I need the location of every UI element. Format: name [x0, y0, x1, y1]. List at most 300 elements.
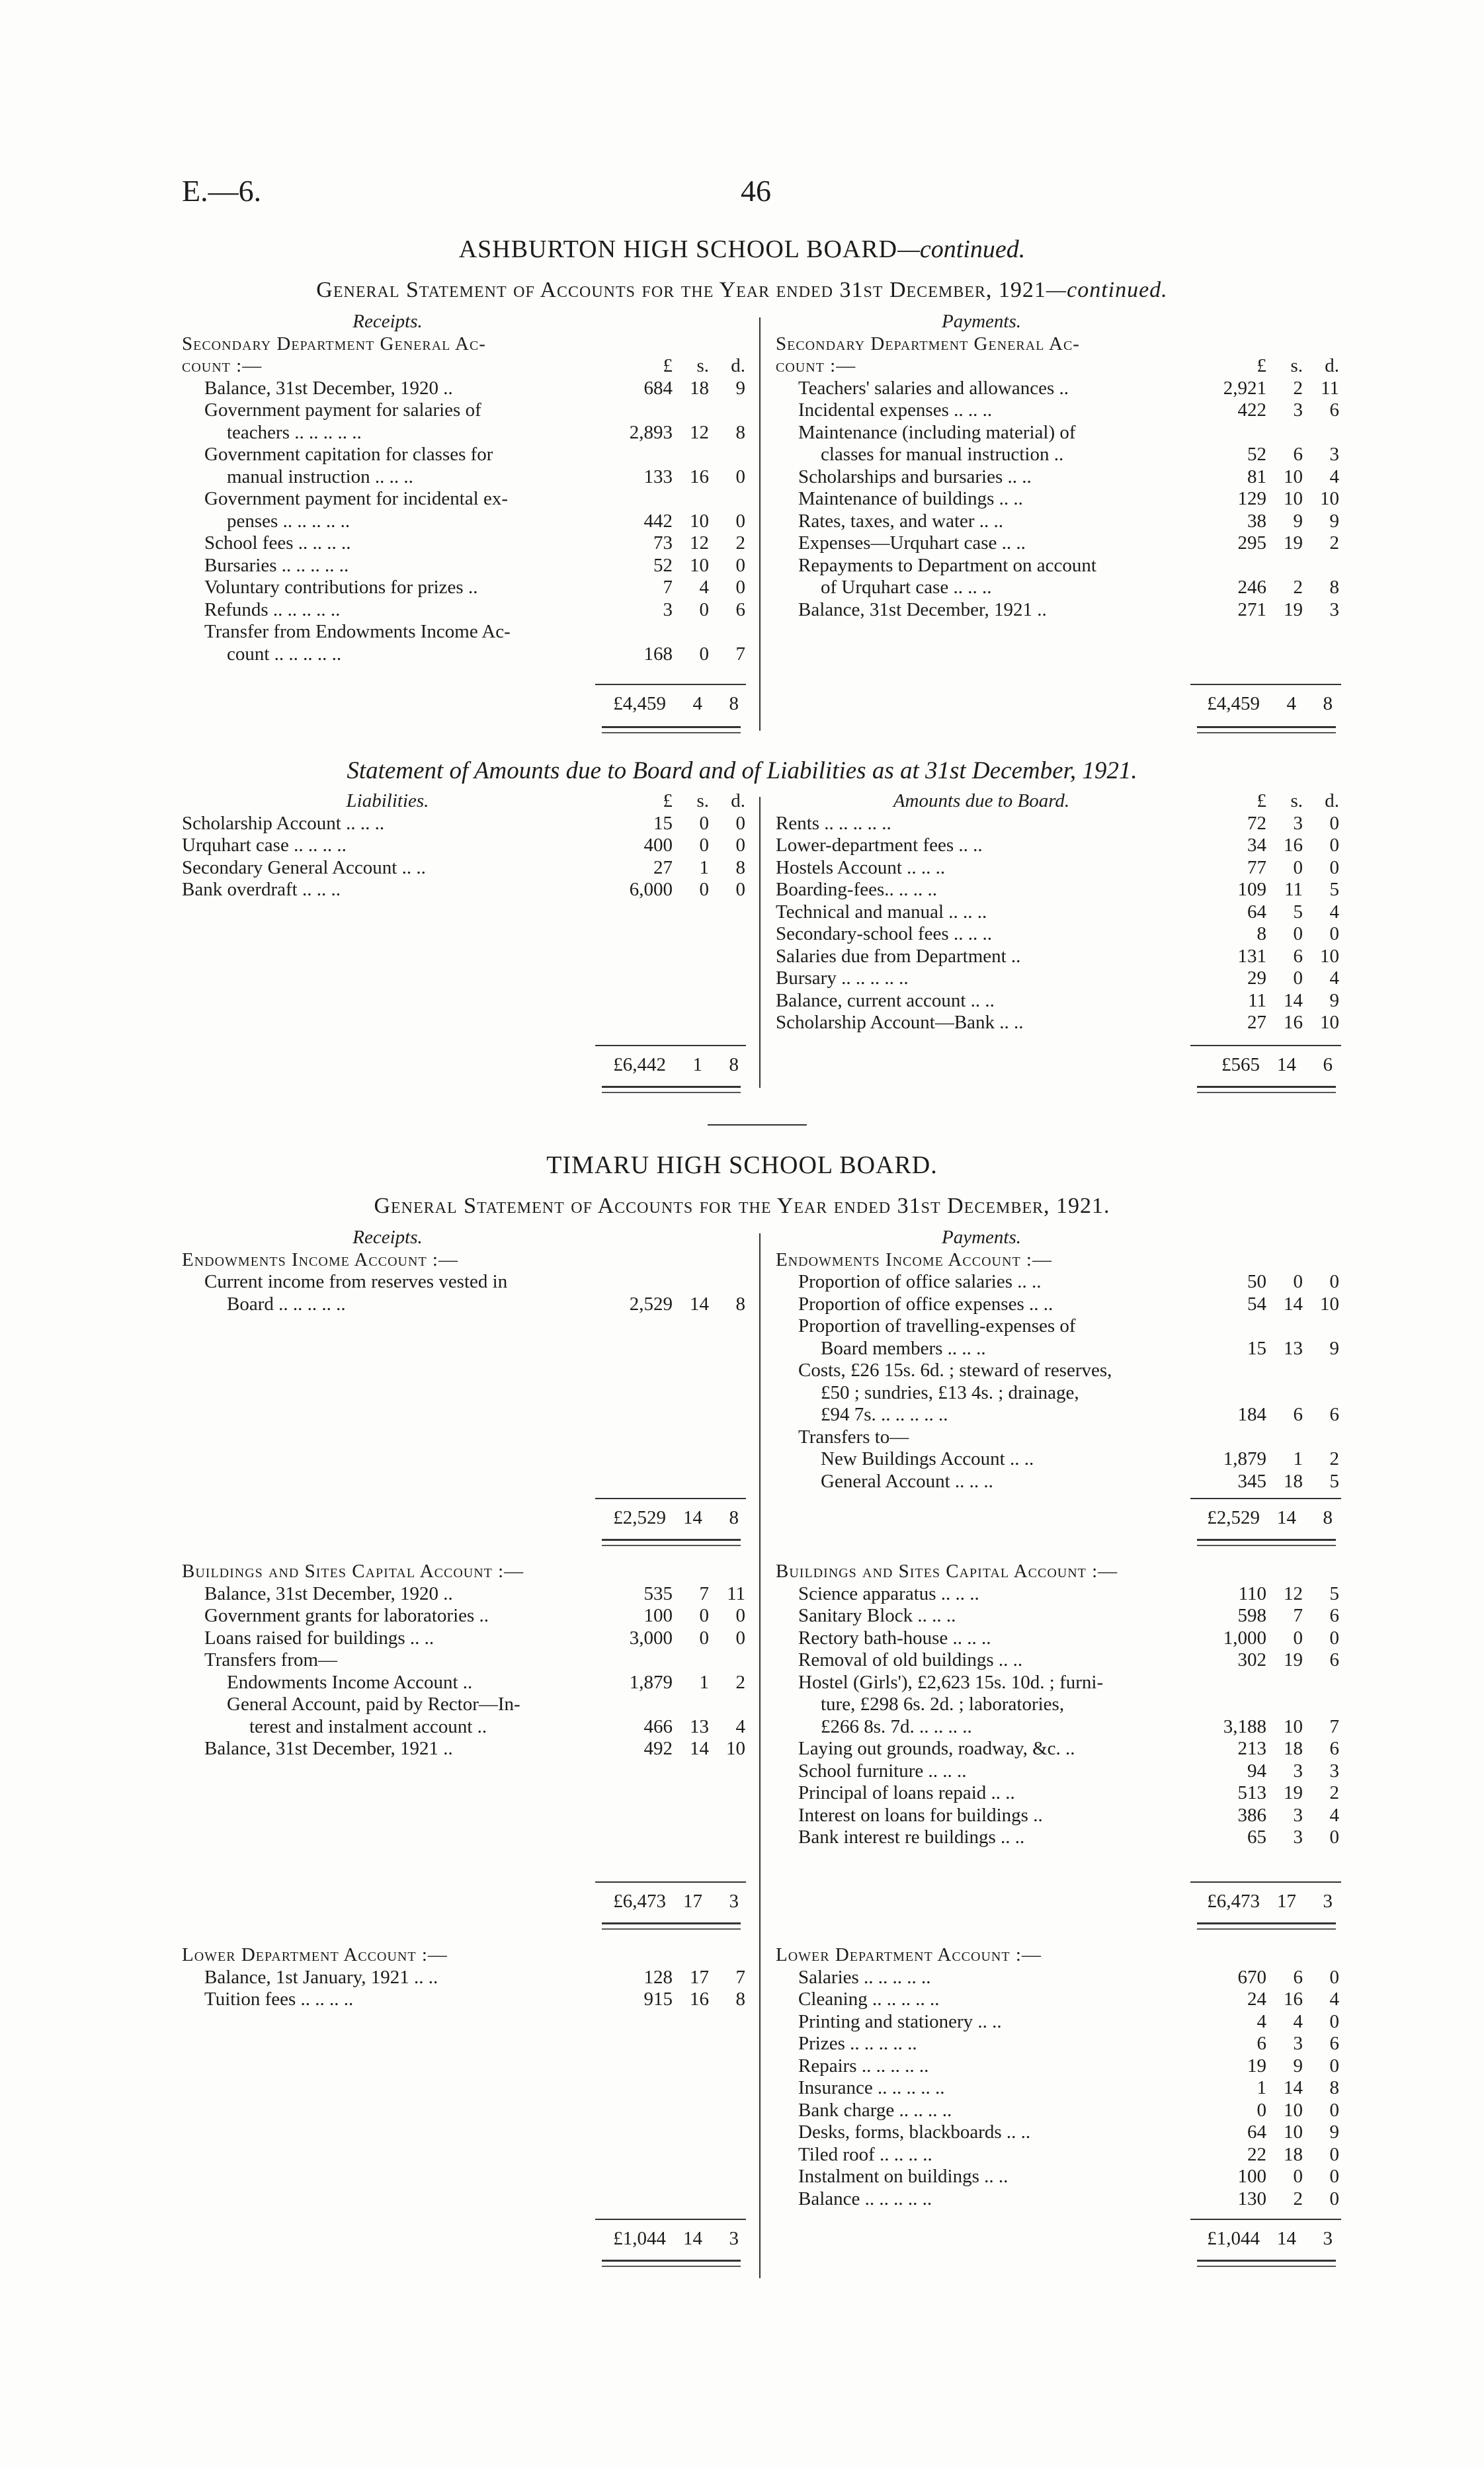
amount-d: 9 — [735, 377, 745, 399]
amount-d: 0 — [1329, 1966, 1339, 1988]
amount-s: 7 — [1293, 1605, 1303, 1626]
ledger-row — [776, 1338, 1339, 1360]
ledger-row — [776, 1294, 1339, 1316]
payments-heading: Payments. — [942, 311, 1021, 332]
amount-d: 6 — [735, 598, 745, 620]
ledger-item-label: School fees .. .. .. .. — [204, 532, 351, 554]
amount-p: 133 — [643, 466, 673, 487]
ledger-item-label: of Urquhart case .. .. .. — [821, 577, 992, 598]
amount-s: 6 — [1293, 945, 1303, 967]
amount-p: 684 — [643, 377, 673, 399]
ledger-row — [776, 1271, 1339, 1294]
amount-d: 8 — [1329, 2077, 1339, 2098]
total-double-rule — [1197, 2260, 1336, 2267]
amount-d: 2 — [735, 532, 745, 554]
amount-p: 100 — [643, 1605, 673, 1626]
ledger-row — [776, 422, 1339, 444]
amount-p: 130 — [1237, 2188, 1266, 2209]
amount-s: 3 — [1293, 1827, 1303, 1848]
amount-s: 10 — [1284, 2121, 1303, 2143]
amount-p: 2,529 — [629, 1293, 673, 1315]
lower-payments-total: £1,044 14 3 — [1207, 2228, 1333, 2249]
amount-p: 7 — [663, 577, 673, 598]
amount-p: 915 — [643, 1989, 673, 2010]
amount-d: 0 — [1329, 2188, 1339, 2209]
amount-s: 0 — [699, 1605, 709, 1626]
ledger-amount — [1187, 355, 1339, 378]
amount-d: 8 — [735, 1293, 745, 1315]
amount-d: 0 — [1329, 835, 1339, 856]
amount-p: 3 — [663, 598, 673, 620]
amount-s: 18 — [690, 377, 709, 399]
amount-d: 4 — [1329, 967, 1339, 989]
ledger-item-label: classes for manual instruction .. — [821, 444, 1064, 465]
ledger-amount — [1187, 923, 1339, 946]
amount-s: 10 — [1284, 1715, 1303, 1737]
ledger-row — [776, 1694, 1339, 1716]
lower-receipts-list — [182, 1944, 745, 2011]
bld-receipts-total: £6,473 17 3 — [613, 1891, 739, 1912]
total-double-rule — [1197, 1922, 1336, 1930]
amount-s: 0 — [699, 1627, 709, 1649]
ledger-row — [776, 399, 1339, 422]
ledger-amount — [593, 621, 745, 643]
ledger-row — [182, 879, 745, 901]
ledger-row — [776, 990, 1339, 1012]
ledger-row — [776, 879, 1339, 901]
amount-s: 19 — [1284, 598, 1303, 620]
ledger-item-label: Proportion of office expenses .. .. — [798, 1293, 1053, 1315]
ledger-amount — [593, 1294, 745, 1316]
ledger-amount — [1187, 577, 1339, 599]
amount-s: 1 — [699, 856, 709, 878]
ledger-row — [182, 1249, 745, 1272]
amount-d: 0 — [1329, 923, 1339, 944]
amount-p: 34 — [1247, 835, 1266, 856]
ledger-item-label: Balance, 1st January, 1921 .. .. — [204, 1966, 438, 1988]
amount-d: 4 — [1329, 1989, 1339, 2010]
ledger-item-label: Teachers' salaries and allowances .. — [798, 377, 1069, 399]
amount-s: 19 — [1284, 532, 1303, 554]
amount-p: 27 — [1247, 1012, 1266, 1033]
ledger-item-label: manual instruction .. .. .. — [227, 466, 413, 487]
currency-d: d. — [1325, 355, 1339, 376]
ledger-item-label: Interest on loans for buildings .. — [798, 1804, 1043, 1826]
ledger-row — [776, 1360, 1339, 1382]
ledger-row — [776, 1738, 1339, 1760]
ledger-amount — [593, 355, 745, 378]
amount-d: 6 — [1329, 2033, 1339, 2054]
amount-s: 3 — [1293, 1760, 1303, 1782]
total-double-rule — [602, 1922, 741, 1930]
ledger-row — [182, 532, 745, 555]
amount-p: 1,879 — [1223, 1448, 1266, 1469]
ledger-item-label: Balance .. .. .. .. .. — [798, 2188, 932, 2209]
ledger-amount — [593, 399, 745, 422]
amount-d: 8 — [735, 421, 745, 443]
amount-d: 0 — [735, 812, 745, 834]
ledger-amount — [1187, 488, 1339, 511]
ledger-row — [182, 643, 745, 666]
amount-p: 100 — [1237, 2166, 1266, 2187]
amount-s: 17 — [690, 1966, 709, 1988]
ledger-item-label: Balance, 31st December, 1921 .. — [204, 1738, 453, 1759]
amount-p: 8 — [1257, 923, 1266, 944]
total-rule — [595, 2219, 746, 2220]
ledger-item-label: Salaries .. .. .. .. .. — [798, 1966, 931, 1988]
ledger-item-label: Scholarships and bursaries .. .. — [798, 466, 1032, 487]
ledger-item-label: General Account, paid by Rector—In- — [227, 1694, 520, 1715]
amount-p: 15 — [653, 812, 673, 834]
ledger-amount — [593, 1738, 745, 1760]
ledger-item-label: Printing and stationery .. .. — [798, 2010, 1002, 2032]
ledger-row — [182, 355, 745, 378]
ledger-amount — [593, 444, 745, 466]
amount-p: 598 — [1237, 1605, 1266, 1626]
ledger-row — [182, 444, 745, 466]
column-divider — [759, 1233, 761, 2278]
ledger-row — [182, 1561, 745, 1583]
amount-s: 7 — [699, 1583, 709, 1604]
ledger-item-label: count :— — [182, 355, 263, 376]
amount-d: 0 — [1329, 1627, 1339, 1649]
amount-d: 0 — [1329, 2010, 1339, 2032]
total-rule — [1190, 2219, 1341, 2220]
ledger-item-label: Tuition fees .. .. .. .. — [204, 1989, 354, 2010]
amount-p: 24 — [1247, 1989, 1266, 2010]
ledger-amount — [1187, 1471, 1339, 1493]
receipts-heading: Receipts. — [352, 311, 423, 332]
ledger-amount — [593, 333, 745, 356]
ledger-row — [182, 378, 745, 400]
amount-p: 65 — [1247, 1827, 1266, 1848]
ledger-item-label: Bursary .. .. .. .. .. — [776, 967, 909, 989]
amount-p: 400 — [643, 835, 673, 856]
amount-s: 0 — [1293, 967, 1303, 989]
ledger-row — [776, 2077, 1339, 2100]
amount-s: 2 — [1293, 577, 1303, 598]
ledger-item-label: Secondary Department General Ac- — [182, 333, 486, 354]
ledger-item-label: Secondary General Account .. .. — [182, 856, 426, 878]
ledger-item-label: Balance, 31st December, 1920 .. — [204, 1583, 453, 1604]
payments-heading: Payments. — [942, 1227, 1021, 1248]
amount-p: 246 — [1237, 577, 1266, 598]
amount-p: 50 — [1247, 1271, 1266, 1292]
amount-s: 6 — [1293, 444, 1303, 465]
amount-s: 4 — [1293, 2010, 1303, 2032]
ashburton-receipts-list — [182, 333, 745, 666]
amount-s: 10 — [1284, 488, 1303, 509]
ledger-amount — [593, 488, 745, 511]
ledger-amount — [593, 879, 745, 901]
ledger-item-label: School furniture .. .. .. — [798, 1760, 967, 1782]
ashburton-receipts — [182, 311, 745, 665]
ledger-amount — [1187, 333, 1339, 356]
ledger-amount — [593, 555, 745, 577]
ledger-row — [182, 621, 745, 643]
ledger-amount — [1187, 1294, 1339, 1316]
ledger-amount — [593, 1605, 745, 1627]
ledger-amount — [1187, 2166, 1339, 2188]
ledger-amount — [1187, 1338, 1339, 1360]
amount-p: 94 — [1247, 1760, 1266, 1782]
ledger-item-label: £94 7s. .. .. .. .. .. — [821, 1404, 948, 1425]
ledger-amount — [593, 643, 745, 666]
ledger-item-label: Instalment on buildings .. .. — [798, 2166, 1009, 2187]
ledger-item-label: ture, £298 6s. 2d. ; laboratories, — [821, 1694, 1065, 1715]
amount-p: 3,188 — [1223, 1715, 1266, 1737]
ledger-amount — [593, 511, 745, 533]
ledger-item-label: Repairs .. .. .. .. .. — [798, 2055, 929, 2077]
total-rule — [595, 684, 746, 685]
ledger-amount — [1187, 1716, 1339, 1739]
amount-p: 0 — [1257, 2099, 1266, 2121]
ledger-amount — [1187, 2100, 1339, 2122]
ledger-item-label: Current income from reserves vested in — [204, 1271, 508, 1292]
timaru-endow-receipts — [182, 1227, 745, 1315]
ledger-amount — [1187, 1738, 1339, 1760]
ledger-amount — [1187, 1944, 1339, 1967]
ledger-item-label: New Buildings Account .. .. — [821, 1448, 1034, 1469]
ledger-item-label: terest and instalment account .. — [249, 1715, 487, 1737]
amount-p: 295 — [1237, 532, 1266, 554]
amount-d: 3 — [1329, 1760, 1339, 1782]
amount-d: 3 — [1329, 598, 1339, 620]
ledger-row — [776, 1827, 1339, 1849]
ledger-row — [776, 901, 1339, 924]
amount-s: 0 — [1293, 2166, 1303, 2187]
ledger-row — [182, 511, 745, 533]
ledger-amount — [1187, 2011, 1339, 2034]
amount-s: 3 — [1293, 399, 1303, 421]
amount-p: 129 — [1237, 488, 1266, 509]
ledger-item-label: Refunds .. .. .. .. .. — [204, 598, 341, 620]
timaru-endow-payments — [776, 1227, 1339, 1493]
amount-s: 3 — [1293, 2033, 1303, 2054]
ledger-amount — [1187, 399, 1339, 422]
ledger-row — [776, 444, 1339, 466]
ashburton-payments-list — [776, 333, 1339, 622]
column-divider — [759, 317, 761, 731]
receipts-heading: Receipts. — [352, 1227, 423, 1248]
ledger-row — [182, 599, 745, 622]
endow-receipts-total: £2,529 14 8 — [613, 1507, 739, 1528]
ledger-row — [776, 857, 1339, 880]
ledger-item-label: Removal of old buildings .. .. — [798, 1649, 1023, 1670]
amount-p: 77 — [1247, 856, 1266, 878]
ledger-amount — [1187, 1649, 1339, 1672]
ledger-amount — [593, 1716, 745, 1739]
amount-s: 3 — [1293, 812, 1303, 834]
currency-header: £ s. d. — [1257, 790, 1339, 811]
amount-p: 670 — [1237, 1966, 1266, 1988]
bld-payments-total: £6,473 17 3 — [1207, 1891, 1333, 1912]
ledger-row — [182, 399, 745, 422]
amount-p: 109 — [1237, 879, 1266, 900]
ledger-item-label: Secondary-school fees .. .. .. — [776, 923, 992, 944]
ledger-row — [776, 532, 1339, 555]
amount-s: 4 — [699, 577, 709, 598]
total-double-rule — [602, 1086, 741, 1093]
ledger-item-label: Rents .. .. .. .. .. — [776, 812, 891, 834]
ledger-item-label: Board members .. .. .. — [821, 1337, 986, 1359]
timaru-bld-receipts — [182, 1561, 745, 1760]
amount-s: 6 — [1293, 1404, 1303, 1425]
amount-p: 1,879 — [629, 1671, 673, 1693]
ledger-row — [776, 1448, 1339, 1471]
amount-d: 0 — [1329, 1271, 1339, 1292]
ledger-amount — [1187, 466, 1339, 489]
ledger-row — [776, 923, 1339, 946]
ledger-item-label: Government payment for salaries of — [204, 399, 481, 421]
ledger-row — [182, 1271, 745, 1294]
liabilities-heading: Liabilities. — [346, 790, 429, 811]
ledger-row — [182, 1694, 745, 1716]
total-rule — [1190, 1045, 1341, 1046]
ledger-amount — [1187, 879, 1339, 901]
ledger-amount — [1187, 967, 1339, 990]
ledger-row — [776, 378, 1339, 400]
total-double-rule — [602, 2260, 741, 2267]
ledger-row — [776, 1605, 1339, 1627]
ledger-amount — [1187, 1627, 1339, 1650]
ledger-row — [776, 577, 1339, 599]
ledger-item-label: Proportion of travelling-expenses of — [798, 1315, 1076, 1337]
amount-s: 12 — [690, 421, 709, 443]
amount-p: 466 — [643, 1715, 673, 1737]
amount-d: 0 — [735, 879, 745, 900]
ledger-row — [776, 488, 1339, 511]
amount-s: 16 — [1284, 1012, 1303, 1033]
amount-p: 213 — [1237, 1738, 1266, 1759]
ledger-item-label: Transfer from Endowments Income Ac- — [204, 621, 511, 642]
ledger-row — [182, 1649, 745, 1672]
ledger-item-label: Salaries due from Department .. — [776, 945, 1021, 967]
ledger-amount — [1187, 1360, 1339, 1382]
ledger-item-label: Balance, 31st December, 1921 .. — [798, 598, 1047, 620]
amount-s: 11 — [1284, 879, 1303, 900]
ledger-row — [776, 2100, 1339, 2122]
ledger-row — [776, 2188, 1339, 2211]
ledger-row — [182, 1738, 745, 1760]
amounts-list — [776, 813, 1339, 1034]
ledger-amount — [1187, 901, 1339, 924]
ledger-row — [182, 577, 745, 599]
amount-s: 19 — [1284, 1782, 1303, 1803]
ledger-item-label: Lower-department fees .. .. — [776, 835, 983, 856]
ledger-item-label: Transfers to— — [798, 1426, 909, 1448]
amount-p: 11 — [1248, 989, 1266, 1011]
page-number: 46 — [741, 174, 771, 208]
total-rule — [1190, 1498, 1341, 1499]
amount-s: 18 — [1284, 1738, 1303, 1759]
amount-d: 4 — [735, 1715, 745, 1737]
amount-p: 131 — [1237, 945, 1266, 967]
ledger-row — [776, 2033, 1339, 2055]
ledger-row — [776, 1805, 1339, 1827]
ledger-row — [776, 333, 1339, 356]
ledger-amount — [1187, 1967, 1339, 1989]
amount-d: 0 — [735, 577, 745, 598]
ledger-item-label: Hostels Account .. .. .. — [776, 856, 946, 878]
liabilities-list — [182, 813, 745, 901]
amount-p: 442 — [643, 510, 673, 532]
ledger-row — [776, 1760, 1339, 1783]
ledger-amount — [1187, 1561, 1339, 1583]
amount-s: 0 — [1293, 923, 1303, 944]
page-reference: E.—6. — [182, 174, 262, 208]
ledger-row — [182, 466, 745, 489]
amount-p: 52 — [1247, 444, 1266, 465]
amount-d: 6 — [1329, 1738, 1339, 1759]
bld-receipts-list — [182, 1561, 745, 1760]
ledger-row — [182, 1627, 745, 1650]
ledger-item-label: Costs, £26 15s. 6d. ; steward of reserves, — [798, 1360, 1112, 1381]
amount-s: 0 — [699, 643, 709, 665]
ledger-item-label: Maintenance of buildings .. .. — [798, 488, 1023, 509]
timaru-bld-payments — [776, 1561, 1339, 1849]
amount-s: 10 — [1284, 466, 1303, 487]
ledger-row — [776, 355, 1339, 378]
ledger-item-label: Desks, forms, blackboards .. .. — [798, 2121, 1031, 2143]
amount-d: 4 — [1329, 901, 1339, 923]
ledger-row — [776, 599, 1339, 622]
amount-p: 184 — [1237, 1404, 1266, 1425]
amount-d: 6 — [1329, 1649, 1339, 1670]
amount-p: 72 — [1247, 812, 1266, 834]
ledger-amount — [593, 378, 745, 400]
amount-d: 9 — [1329, 2121, 1339, 2143]
amount-d: 2 — [1329, 1448, 1339, 1469]
ledger-row — [182, 488, 745, 511]
ledger-item-label: Government grants for laboratories .. — [204, 1605, 489, 1626]
ledger-item-label: Insurance .. .. .. .. .. — [798, 2077, 945, 2098]
ledger-amount — [1187, 946, 1339, 968]
ledger-amount — [1187, 1315, 1339, 1338]
ledger-row — [776, 946, 1339, 968]
ledger-row — [776, 1583, 1339, 1606]
ledger-amount — [593, 532, 745, 555]
amount-d: 9 — [1329, 989, 1339, 1011]
amount-s: 0 — [699, 879, 709, 900]
ledger-item-label: Incidental expenses .. .. .. — [798, 399, 993, 421]
ledger-row — [776, 2144, 1339, 2166]
ashburton-title: ASHBURTON HIGH SCHOOL BOARD—continued. — [458, 235, 1026, 263]
ledger-amount — [593, 422, 745, 444]
ledger-amount — [1187, 835, 1339, 857]
ledger-item-label: Buildings and Sites Capital Account :— — [182, 1561, 524, 1582]
ledger-row — [776, 2055, 1339, 2078]
ledger-row — [776, 813, 1339, 835]
amount-p: 15 — [1247, 1337, 1266, 1359]
amount-p: 128 — [643, 1966, 673, 1988]
amount-d: 10 — [726, 1738, 745, 1759]
ledger-row — [776, 967, 1339, 990]
amount-p: 6,000 — [629, 879, 673, 900]
ledger-item-label: Proportion of office salaries .. .. — [798, 1271, 1042, 1292]
ledger-row — [182, 422, 745, 444]
amount-d: 9 — [1329, 1337, 1339, 1359]
amount-d: 10 — [1320, 1012, 1339, 1033]
amount-d: 0 — [735, 466, 745, 487]
ledger-item-label: Secondary Department General Ac- — [776, 333, 1080, 354]
amount-p: 64 — [1247, 2121, 1266, 2143]
ledger-amount — [1187, 1382, 1339, 1405]
amount-s: 0 — [1293, 1271, 1303, 1292]
amount-d: 8 — [735, 1989, 745, 2010]
amount-p: 535 — [643, 1583, 673, 1604]
ledger-amount — [1187, 1760, 1339, 1783]
